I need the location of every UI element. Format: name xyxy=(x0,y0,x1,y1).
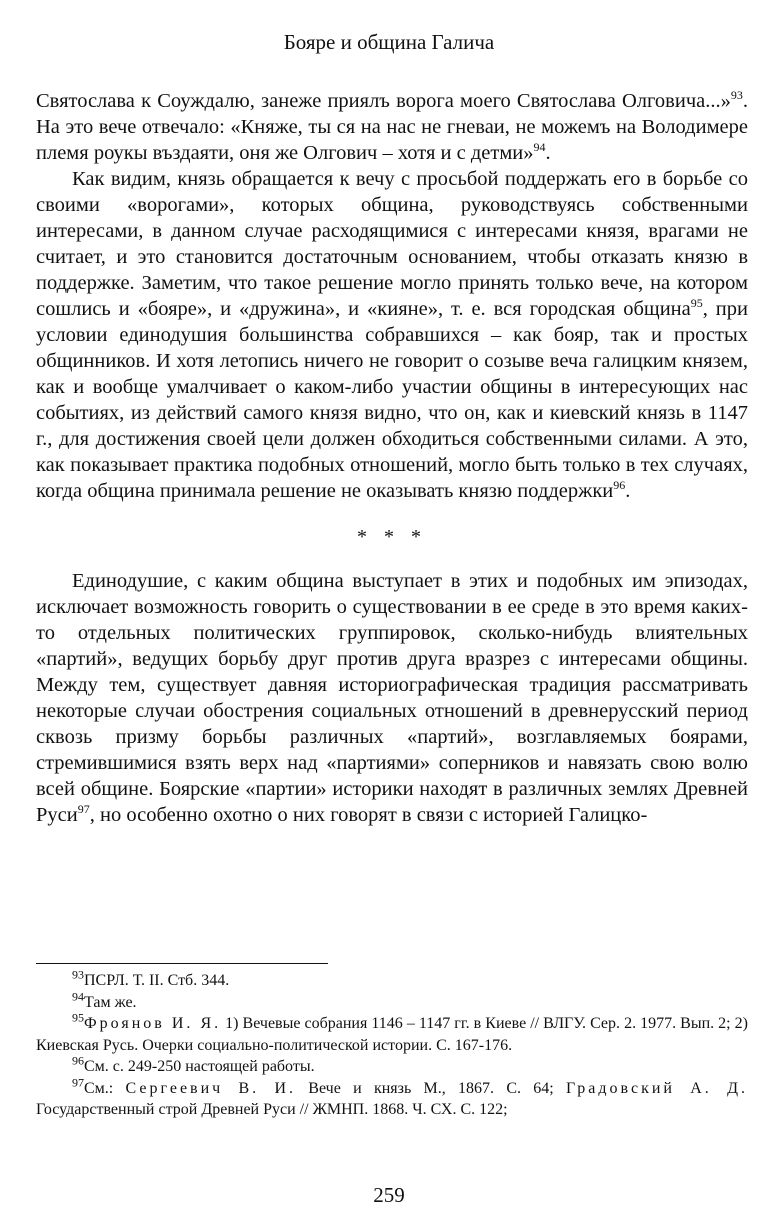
footnote-ref-96[interactable]: 96 xyxy=(613,478,626,493)
paragraph-3: Единодушие, с каким община выступает в этих и подобных им эпизодах, исключает возможность говорить о существовании в ее среде в это время каких-то отдельных политических группировок, сколько-нибудь влиятельных «партий», ведущих борьбу друг против друга вразрез с интересами общины. Между тем, существует давняя историографическая традиция рассматривать некоторые случаи обострения социальных отношений в древнерусский период сквозь призму борьбы различных «партий», возглавляемых боярами, стремившимися взять верх над «партиями» соперников и навязать свою волю всей общине. Боярские «партии» историки находят в различных землях Древней Руси$^{97}$, но особенно охотно о них говорят в связи с историей Галицко- xyxy=(36,570,748,826)
footnote-divider xyxy=(36,963,328,964)
paragraph-2: Как видим, князь обращается к вечу с просьбой поддержать его в борьбе со своими «ворогами», которых община, руководствуясь собственными интересами, в данном случае расходящимися с интересами князя, врагами не считает, и это становится достаточным основанием, чтобы отказать князю в поддержке. Заметим, что такое решение могло принять только вече, на котором сошлись и «бояре», и «дружина», и «кияне», т. е. вся городская община$^{95}$, при условии единодушия большинства собравшихся – как бояр, так и простых общинников. И хотя летопись ничего не говорит о созыве веча галицким князем, как и вообще умалчивает о каком-либо участии общины в интересующих нас событиях, из действий самого князя видно, что он, как и киевский князь в 1147 г., для достижения своей цели должен обходиться собственными силами. А это, как показывает практика подобных отношений, могло быть только в тех случаях, когда община принимала решение не оказывать князю поддержки$^{96}$. xyxy=(36,168,748,502)
footnote-96: $^{96}$См. с. 249-250 настоящей работы. xyxy=(72,1053,315,1075)
footnotes xyxy=(36,967,748,1121)
footnote-ref-97[interactable]: 97 xyxy=(77,802,90,817)
main-text xyxy=(36,88,748,828)
paragraph-1: Святослава к Соуждалю, занеже приялъ ворога моего Святослава Олговича...»$^{93}$. На это вече отвечало: «Княже, ты ся на нас не гневаи, не можемъ на Володимере племя роукы въздаяти, оня же Олгович – хотя и с детми»$^{94}$. xyxy=(36,88,748,164)
footnote-95: $^{95}$Фроянов И. Я. 1) Вечевые собрания 1146 – 1147 гг. в Киеве // ВЛГУ. Сер. 2. 1977. Вып. 2; 2) Киевская Русь. Очерки социально-политической истории. С. 167-176. xyxy=(36,1010,748,1054)
section-separator: * * * xyxy=(357,526,427,548)
page-number: 259 xyxy=(373,1183,405,1207)
footnote-ref-95[interactable]: 95 xyxy=(690,296,703,311)
footnote-94: $^{94}$Там же. xyxy=(72,989,137,1011)
footnote-97: $^{97}$См.: Сергеевич В. И. Вече и князь М., 1867. С. 64; Градовский А. Д. Государственный строй Древней Руси // ЖМНП. 1868. Ч. СХ. С. 122; xyxy=(36,1075,748,1118)
footnote-93: $^{93}$ПСРЛ. Т. II. Стб. 344. xyxy=(72,967,230,989)
footnote-ref-94[interactable]: 94 xyxy=(533,140,546,155)
footnote-ref-93[interactable]: 93 xyxy=(730,88,743,103)
running-header: Бояре и община Галича xyxy=(283,30,495,54)
